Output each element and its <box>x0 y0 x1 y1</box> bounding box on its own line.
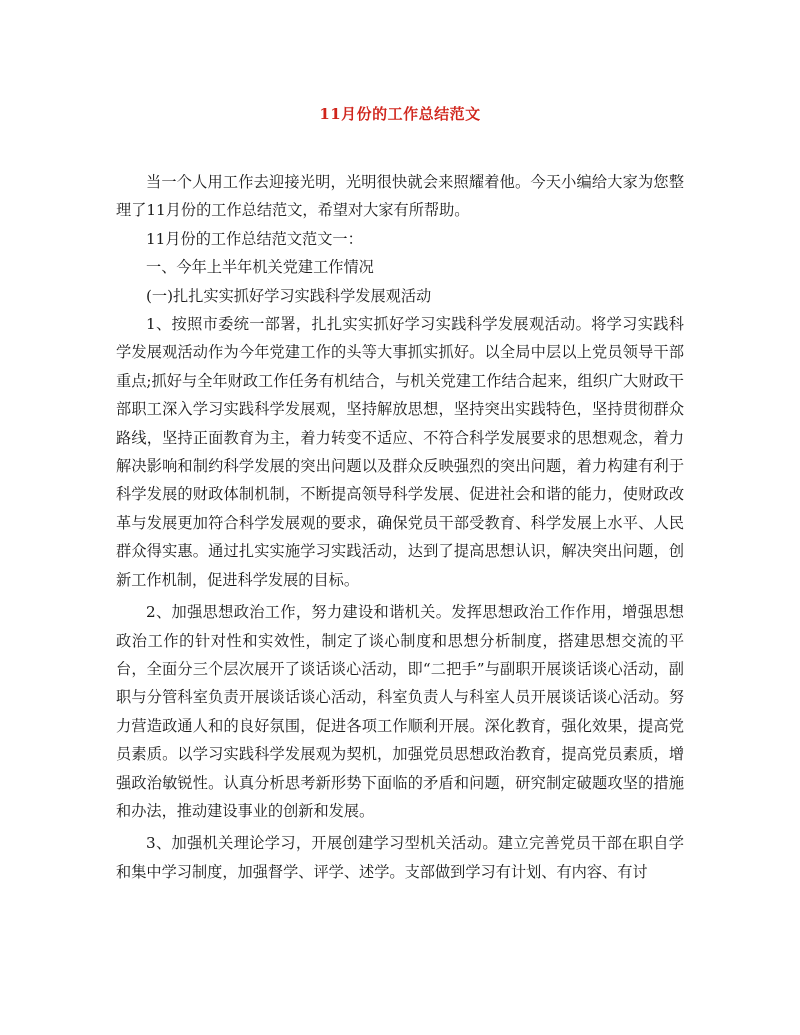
body-paragraph-2: 2、加强思想政治工作，努力建设和谐机关。发挥思想政治工作作用，增强思想政治工作的针对性和实效性，制定了谈心制度和思想分析制度，搭建思想交流的平台，全面分三个层次展开了谈话谈心活动，即“二把手”与副职开展谈话谈心活动，副职与分管科室负责开展谈话谈心活动，科室负责人与科室人员开展谈话谈心活动。努力营造政通人和的良好氛围，促进各项工作顺利开展。深化教育，强化效果，提高党员素质。以学习实践科学发展观为契机，加强党员思想政治教育，提高党员素质，增强政治敏锐性。认真分析思考新形势下面临的矛盾和问题，研究制定破题攻坚的措施和办法，推动建设事业的创新和发展。 <box>116 603 684 820</box>
intro-paragraph: 当一个人用工作去迎接光明，光明很快就会来照耀着他。今天小编给大家为您整理了11月份的工作总结范文，希望对大家有所帮助。 <box>116 173 684 220</box>
document-title: 11月份的工作总结范文 <box>319 105 481 123</box>
sample-heading: 11月份的工作总结范文范文一： <box>146 229 363 248</box>
section-heading: 一、今年上半年机关党建工作情况 <box>146 258 374 277</box>
body-paragraph-1: 1、按照市委统一部署，扎扎实实抓好学习实践科学发展观活动。将学习实践科学发展观活动作为今年党建工作的头等大事抓实抓好。以全局中层以上党员领导干部重点;抓好与全年财政工作任务有机结合，与机关党建工作结合起来，组织广大财政干部职工深入学习实践科学发展观，坚持解放思想，坚持突出实践特色，坚持贯彻群众路线，坚持正面教育为主，着力转变不适应、不符合科学发展要求的思想观念，着力解决影响和制约科学发展的突出问题以及群众反映强烈的突出问题，着力构建有利于科学发展的财政体制机制，不断提高领导科学发展、促进社会和谐的能力，使财政改革与发展更加符合科学发展观的要求，确保党员干部受教育、科学发展上水平、人民群众得实惠。通过扎实实施学习实践活动，达到了提高思想认识，解决突出问题，创新工作机制，促进科学发展的目标。 <box>116 315 684 589</box>
body-paragraph-3: 3、加强机关理论学习，开展创建学习型机关活动。建立完善党员干部在职自学和集中学习制度，加强督学、评学、述学。支部做到学习有计划、有内容、有讨 <box>116 834 684 881</box>
subsection-heading: (一)扎扎实实抓好学习实践科学发展观活动 <box>146 286 432 305</box>
document-body <box>116 168 684 886</box>
